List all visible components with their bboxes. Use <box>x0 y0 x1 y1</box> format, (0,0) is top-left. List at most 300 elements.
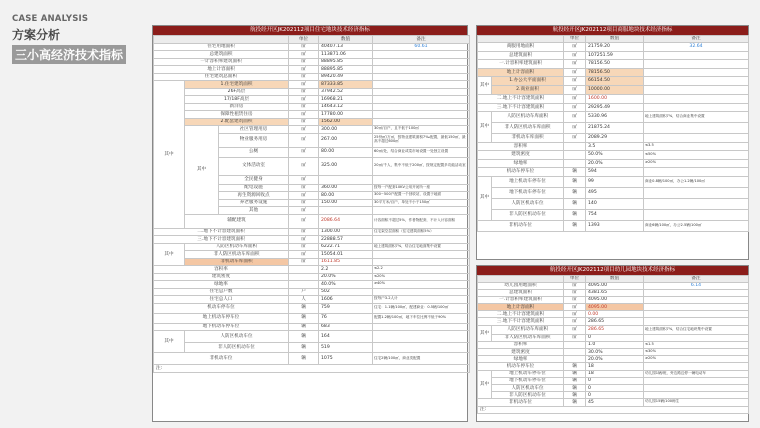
table-cell: 二.地上不计容建筑面积 <box>478 311 564 318</box>
table-cell: 备注 <box>644 36 749 43</box>
table-cell: 建筑密度 <box>478 349 564 356</box>
table-row <box>154 273 470 281</box>
table-cell: 辆 <box>564 187 586 198</box>
table-cell: 1611.85 <box>319 258 373 266</box>
table-cell: 机动车停车位 <box>154 303 289 313</box>
table-cell <box>373 81 470 89</box>
table-cell: ㎡ <box>289 81 319 89</box>
table-cell <box>373 58 470 66</box>
table-cell: 数值 <box>319 36 373 44</box>
table-cell: 三.地下不计容建筑面积 <box>478 318 564 325</box>
table-cell <box>373 175 470 184</box>
table-cell <box>644 51 749 60</box>
table-cell: 公厕 <box>219 147 289 157</box>
table-cell: 6.14 <box>644 282 749 289</box>
table-cell: 商业6辆/100㎡，办公2.5辆/100㎡ <box>644 220 749 231</box>
table-cell <box>644 289 749 296</box>
table-cell: 人防区机动车库面积 <box>185 243 289 251</box>
table-row <box>478 341 749 348</box>
table-cell: 非机动车位 <box>154 353 289 365</box>
table-cell <box>644 392 749 399</box>
table-cell: 78156.50 <box>586 68 644 77</box>
table-cell: ㎡ <box>564 68 586 77</box>
table-cell: 2.2 <box>319 266 373 274</box>
table-cell: 30平方米/百户，单处不小于150㎡ <box>373 199 470 207</box>
table-cell <box>289 281 319 289</box>
table-cell: 三.地下不计容建筑面积 <box>478 103 564 112</box>
table-cell: 683 <box>319 323 373 331</box>
table-cell <box>373 288 470 296</box>
table-cell <box>644 77 749 86</box>
table-cell: 20.0% <box>586 356 644 363</box>
table-cell: 1.0 <box>586 341 644 348</box>
table-cell: 注: <box>154 365 470 373</box>
table-cell: ㎡ <box>289 214 319 228</box>
table-cell: 1.住宅建筑面积 <box>185 81 289 89</box>
table-cell <box>644 296 749 303</box>
table-cell: 社区管理用房 <box>219 126 289 134</box>
table-row <box>478 95 749 104</box>
table-cell: 22888.57 <box>319 236 373 244</box>
table-cell <box>373 236 470 244</box>
table-cell: 单位 <box>564 36 586 43</box>
table-cell: 辆 <box>564 363 586 370</box>
table-cell: 300~500户配置一个回收站，设置于地面 <box>373 192 470 200</box>
table-cell: 一.计容积率建筑面积 <box>478 296 564 303</box>
table-cell: 2.配套建筑面积 <box>185 118 289 126</box>
table-cell: 地上计容面积 <box>478 68 564 77</box>
table-row <box>478 60 749 69</box>
table-cell: 地上机动车停车位 <box>492 176 564 187</box>
table-cell: ㎡ <box>564 77 586 86</box>
table-cell: 30.0% <box>586 349 644 356</box>
table-row <box>154 323 470 331</box>
table-cell: 幼儿园用地面积 <box>478 282 564 289</box>
table-cell <box>644 134 749 143</box>
table-cell <box>373 103 470 111</box>
table-cell <box>564 142 586 151</box>
table-cell: ㎡ <box>564 95 586 104</box>
table-cell: 非人防区机动车位 <box>492 209 564 220</box>
table-cell: 0 <box>586 334 644 341</box>
table-row <box>478 349 749 356</box>
table-cell: 数值 <box>586 276 644 283</box>
table-cell: 人防区机动车位 <box>492 198 564 209</box>
table-row <box>478 325 749 334</box>
table-cell: 45 <box>586 399 644 406</box>
table-cell: ㎡ <box>289 192 319 200</box>
table-cell: 非人防区机动车库面积 <box>492 334 564 341</box>
table-cell: 519 <box>319 343 373 353</box>
table-row <box>154 331 470 343</box>
page-header <box>12 14 126 64</box>
table-cell: 新洋房 <box>185 103 289 111</box>
table-cell: 4381.65 <box>586 289 644 296</box>
table-cell: ㎡ <box>289 73 319 81</box>
table-cell: ㎡ <box>289 118 319 126</box>
table-cell: 绿地率 <box>478 356 564 363</box>
table-cell: ㎡ <box>289 207 319 215</box>
table-cell: ≥20% <box>644 159 749 168</box>
table-cell: ㎡ <box>289 58 319 66</box>
table-cell: 地上计容面积 <box>154 66 289 74</box>
table-cell: ≥20% <box>644 356 749 363</box>
table-cell <box>644 377 749 384</box>
kindergarten-table <box>477 275 749 414</box>
table-cell: 18 <box>586 363 644 370</box>
table-cell <box>373 111 470 119</box>
table-cell: 2.商业面积 <box>492 86 564 95</box>
table-row <box>478 406 749 413</box>
table-cell: 住宅：1.1辆/100㎡，配建商业：0.5辆/100㎡ <box>373 303 470 313</box>
table-cell: 辆 <box>289 303 319 313</box>
table-cell: ≤20% <box>373 273 470 281</box>
table-cell: 1393 <box>586 220 644 231</box>
table-cell: 20.0% <box>319 273 373 281</box>
table-cell: 住宅总人口 <box>154 296 289 304</box>
table-cell: 养老服务设施 <box>219 199 289 207</box>
table-cell: ≤1.5 <box>644 341 749 348</box>
table-row <box>154 96 470 104</box>
table-cell: 保障性租赁住房 <box>185 111 289 119</box>
table-cell: 计容面积不超过5%，作者物配套，不计入计容面积 <box>373 214 470 228</box>
table-cell: 0 <box>586 384 644 391</box>
table-cell: 50.0% <box>586 151 644 160</box>
table-cell: 备注 <box>644 276 749 283</box>
table-cell <box>373 258 470 266</box>
table-cell <box>564 341 586 348</box>
table-cell: 户 <box>289 288 319 296</box>
table-row <box>154 126 470 134</box>
table-cell: 地上机动车停车位 <box>492 370 564 377</box>
table-cell: 759 <box>319 303 373 313</box>
table-cell: 80.00 <box>319 147 373 157</box>
table-cell: ㎡ <box>289 126 319 134</box>
table-cell: 按每户3.2人计 <box>373 296 470 304</box>
table-cell: 88895.85 <box>319 58 373 66</box>
table-cell: 66154.50 <box>586 77 644 86</box>
table-row <box>478 151 749 160</box>
table-cell: 非机动车位 <box>478 220 564 231</box>
table-row <box>478 159 749 168</box>
table-cell: 人防区机动车位 <box>492 384 564 391</box>
table-cell: 87333.85 <box>319 81 373 89</box>
table-cell: ≥40% <box>373 281 470 289</box>
table-row <box>478 356 749 363</box>
table-cell: 住宅2辆/100㎡，商业类配置 <box>373 353 470 365</box>
table-cell: 2089.29 <box>586 134 644 143</box>
table-cell: 非人防区机动车位 <box>492 392 564 399</box>
table-cell: 1562.00 <box>319 118 373 126</box>
table-row <box>154 288 470 296</box>
table-cell <box>373 51 470 59</box>
table-row <box>154 51 470 59</box>
table-cell: 37942.52 <box>319 88 373 96</box>
table-row <box>154 365 470 373</box>
table-cell: 非机动车库面积 <box>185 258 289 266</box>
table-cell: 非机动车库面积 <box>492 134 564 143</box>
table-cell: ㎡ <box>289 96 319 104</box>
table-cell <box>373 66 470 74</box>
table-row <box>154 281 470 289</box>
table-cell: ㎡ <box>564 60 586 69</box>
table-cell <box>644 318 749 325</box>
table-cell: 地上建筑面积7%，结合商业集中设置 <box>644 112 749 123</box>
table-row <box>154 296 470 304</box>
table-cell: 140 <box>586 198 644 209</box>
table-cell: 其中 <box>478 176 492 220</box>
table-cell <box>644 68 749 77</box>
table-cell: 容积率 <box>478 142 564 151</box>
table-cell <box>644 363 749 370</box>
table-cell <box>289 266 319 274</box>
table-cell: ㎡ <box>289 236 319 244</box>
table-cell: 容积率 <box>154 266 289 274</box>
table-cell: 495 <box>586 187 644 198</box>
table-cell <box>644 311 749 318</box>
eyebrow-label: CASE ANALYSIS <box>12 14 89 24</box>
table-cell: 文体活动室 <box>219 157 289 175</box>
table-cell: 3.5 <box>586 142 644 151</box>
table-cell: ㎡ <box>564 334 586 341</box>
table-cell: 辆 <box>564 176 586 187</box>
table-row <box>154 353 470 365</box>
table-cell: 备注 <box>373 36 470 44</box>
table-cell: 辆 <box>289 323 319 331</box>
table-cell: 数值 <box>586 36 644 43</box>
table-cell: 绿地率 <box>478 159 564 168</box>
table-row <box>478 384 749 391</box>
table-row <box>478 77 749 86</box>
table-cell: ㎡ <box>564 318 586 325</box>
table-cell: 267.00 <box>319 133 373 147</box>
table-cell: 总建筑面积 <box>478 289 564 296</box>
table-cell: 辆 <box>564 392 586 399</box>
residential-table-panel <box>152 25 468 422</box>
table-row <box>478 176 749 187</box>
table-cell: ㎡ <box>564 103 586 112</box>
table-cell: 机动车停车位 <box>478 363 564 370</box>
table-row <box>478 220 749 231</box>
table-cell: 非人防区机动车位 <box>185 343 289 353</box>
table-cell: ㎡ <box>289 184 319 192</box>
table-cell: 住宅架空层面积（住宅建筑面积5%） <box>373 228 470 236</box>
table-cell <box>373 331 470 343</box>
table-cell: 机动车停车位 <box>478 168 564 177</box>
table-cell: 三.地下不计容建筑面积 <box>154 236 289 244</box>
table-cell: ㎡ <box>564 304 586 311</box>
table-cell: ㎡ <box>289 258 319 266</box>
table-cell: 地下机动车停车位 <box>154 323 289 331</box>
table-cell <box>644 198 749 209</box>
table-row <box>154 73 470 81</box>
table-cell: 18 <box>586 370 644 377</box>
table-cell: 1600.00 <box>586 95 644 104</box>
table-row <box>154 214 470 228</box>
table-row <box>478 311 749 318</box>
table-row <box>478 187 749 198</box>
table-cell: 辆 <box>564 168 586 177</box>
table-cell: 物业服务用房 <box>219 133 289 147</box>
table-cell: ㎡ <box>289 147 319 157</box>
table-cell: ㎡ <box>564 86 586 95</box>
table-row <box>478 392 749 399</box>
table-cell: ㎡ <box>289 111 319 119</box>
table-cell: 1300.00 <box>319 228 373 236</box>
table-row <box>478 36 749 43</box>
table-cell: 按每一户配套10KV公用开闭所一座 <box>373 184 470 192</box>
table-cell <box>644 168 749 177</box>
page-subtitle: 三小高经济技术指标 <box>12 45 126 64</box>
table-cell <box>373 207 470 215</box>
page-title: 方案分析 <box>12 28 61 42</box>
table-cell: 60㎡/处，结合商业或菜市场设置一处独立设置 <box>373 147 470 157</box>
table-cell: 注: <box>478 406 749 413</box>
table-cell: 17780.00 <box>319 111 373 119</box>
commercial-table-panel <box>476 25 749 260</box>
table-cell: 单位 <box>564 276 586 283</box>
table-cell <box>373 96 470 104</box>
commercial-table-title: 航投经开区JK202112项目商服地块技术经济指标 <box>477 26 748 35</box>
table-cell: 总建筑面积 <box>154 51 289 59</box>
table-cell: 30㎡/百户，且不低于100㎡ <box>373 126 470 134</box>
table-cell <box>373 343 470 353</box>
table-row <box>478 112 749 123</box>
table-cell: 辅配建筑 <box>185 214 289 228</box>
table-row <box>478 123 749 134</box>
table-cell: ㎡ <box>564 282 586 289</box>
table-cell: 0 <box>586 392 644 399</box>
table-cell: 754 <box>586 209 644 220</box>
table-row <box>478 304 749 311</box>
table-cell: 辆 <box>564 370 586 377</box>
table-cell: 辆 <box>564 384 586 391</box>
table-cell: 容积率 <box>478 341 564 348</box>
table-cell: 20㎡/千人，集中不低于200㎡，按规定配置多功能活动室 <box>373 157 470 175</box>
table-cell: ≤2.2 <box>373 266 470 274</box>
table-cell: 80.00 <box>319 192 373 200</box>
table-cell: 地下机动车停车位 <box>492 377 564 384</box>
table-row <box>478 103 749 112</box>
table-cell: ㎡ <box>289 103 319 111</box>
table-cell <box>644 103 749 112</box>
table-cell: 32.64 <box>644 43 749 52</box>
table-cell: 住宅总户数 <box>154 288 289 296</box>
table-row <box>154 103 470 111</box>
table-row <box>478 209 749 220</box>
table-row <box>478 43 749 52</box>
table-cell: 16968.21 <box>319 96 373 104</box>
table-cell: 5330.96 <box>586 112 644 123</box>
table-cell <box>644 304 749 311</box>
table-cell: ㎡ <box>289 175 319 184</box>
table-cell: ㎡ <box>564 123 586 134</box>
table-cell: 360.00 <box>319 184 373 192</box>
table-cell: 502 <box>319 288 373 296</box>
table-cell: 配电设施 <box>219 184 289 192</box>
table-cell: 113871.06 <box>319 51 373 59</box>
table-cell <box>644 123 749 134</box>
table-cell: ㎡ <box>564 43 586 52</box>
table-cell: 1.办公大平面面积 <box>492 77 564 86</box>
table-cell: 0 <box>586 377 644 384</box>
table-cell: 总建筑面积 <box>478 51 564 60</box>
table-cell: 二.地下不计容建筑面积 <box>154 228 289 236</box>
table-cell <box>319 207 373 215</box>
table-cell: 20.0% <box>586 159 644 168</box>
table-cell <box>373 118 470 126</box>
table-row <box>478 296 749 303</box>
table-cell <box>564 159 586 168</box>
kindergarten-table-panel <box>476 265 749 422</box>
table-cell: 286.65 <box>586 318 644 325</box>
table-cell: ㎡ <box>564 289 586 296</box>
table-cell: 辆 <box>564 209 586 220</box>
table-cell: ㎡ <box>564 51 586 60</box>
table-cell <box>644 209 749 220</box>
table-cell: 其中 <box>478 77 492 95</box>
table-row <box>478 282 749 289</box>
table-cell: 配置1.2辆/100㎡，地下车位比例不低于90% <box>373 313 470 323</box>
table-cell: 全民健身 <box>219 175 289 184</box>
table-cell <box>644 334 749 341</box>
table-cell: 14643.12 <box>319 103 373 111</box>
table-cell: 76 <box>319 313 373 323</box>
table-cell: 78156.50 <box>586 60 644 69</box>
table-cell: ㎡ <box>564 112 586 123</box>
table-cell: 辆 <box>289 313 319 323</box>
table-cell <box>644 86 749 95</box>
residential-table-title: 航投经开区JK202112项目住宅地块技术经济指标 <box>153 26 467 35</box>
table-row <box>154 111 470 119</box>
table-cell: 89420.49 <box>319 73 373 81</box>
table-row <box>478 399 749 406</box>
table-row <box>154 251 470 259</box>
table-cell: 单位 <box>289 36 319 44</box>
table-cell: 0.00 <box>586 311 644 318</box>
table-cell: ㎡ <box>289 133 319 147</box>
table-cell: 商业0.8辆/100㎡，办公1.2辆/100㎡ <box>644 176 749 187</box>
table-cell: ㎡ <box>289 243 319 251</box>
table-cell: 其中 <box>154 331 185 353</box>
table-row <box>154 243 470 251</box>
table-cell <box>154 36 289 44</box>
table-row <box>478 51 749 60</box>
table-cell <box>373 88 470 96</box>
table-cell: ㎡ <box>289 43 319 51</box>
table-row <box>478 363 749 370</box>
table-cell: 地上计容面积 <box>478 304 564 311</box>
table-cell: 二.地上不计容建筑面积 <box>478 95 564 104</box>
table-cell <box>319 175 373 184</box>
table-cell: 40.0% <box>319 281 373 289</box>
table-cell: 辆 <box>289 353 319 365</box>
table-cell: 地上建筑面积7%，结合住宅地块集中设置 <box>644 325 749 334</box>
table-cell <box>478 36 564 43</box>
table-row <box>478 289 749 296</box>
table-row <box>154 228 470 236</box>
table-row <box>154 118 470 126</box>
table-cell: ≤3.5 <box>644 142 749 151</box>
table-cell: 其中 <box>154 243 185 266</box>
table-cell: 1075 <box>319 353 373 365</box>
table-cell: 99 <box>586 176 644 187</box>
table-cell: 17/18F高层 <box>185 96 289 104</box>
table-cell: 88895.85 <box>319 66 373 74</box>
table-row <box>478 142 749 151</box>
table-cell: 286.65 <box>586 325 644 334</box>
table-cell: 建筑密度 <box>154 273 289 281</box>
